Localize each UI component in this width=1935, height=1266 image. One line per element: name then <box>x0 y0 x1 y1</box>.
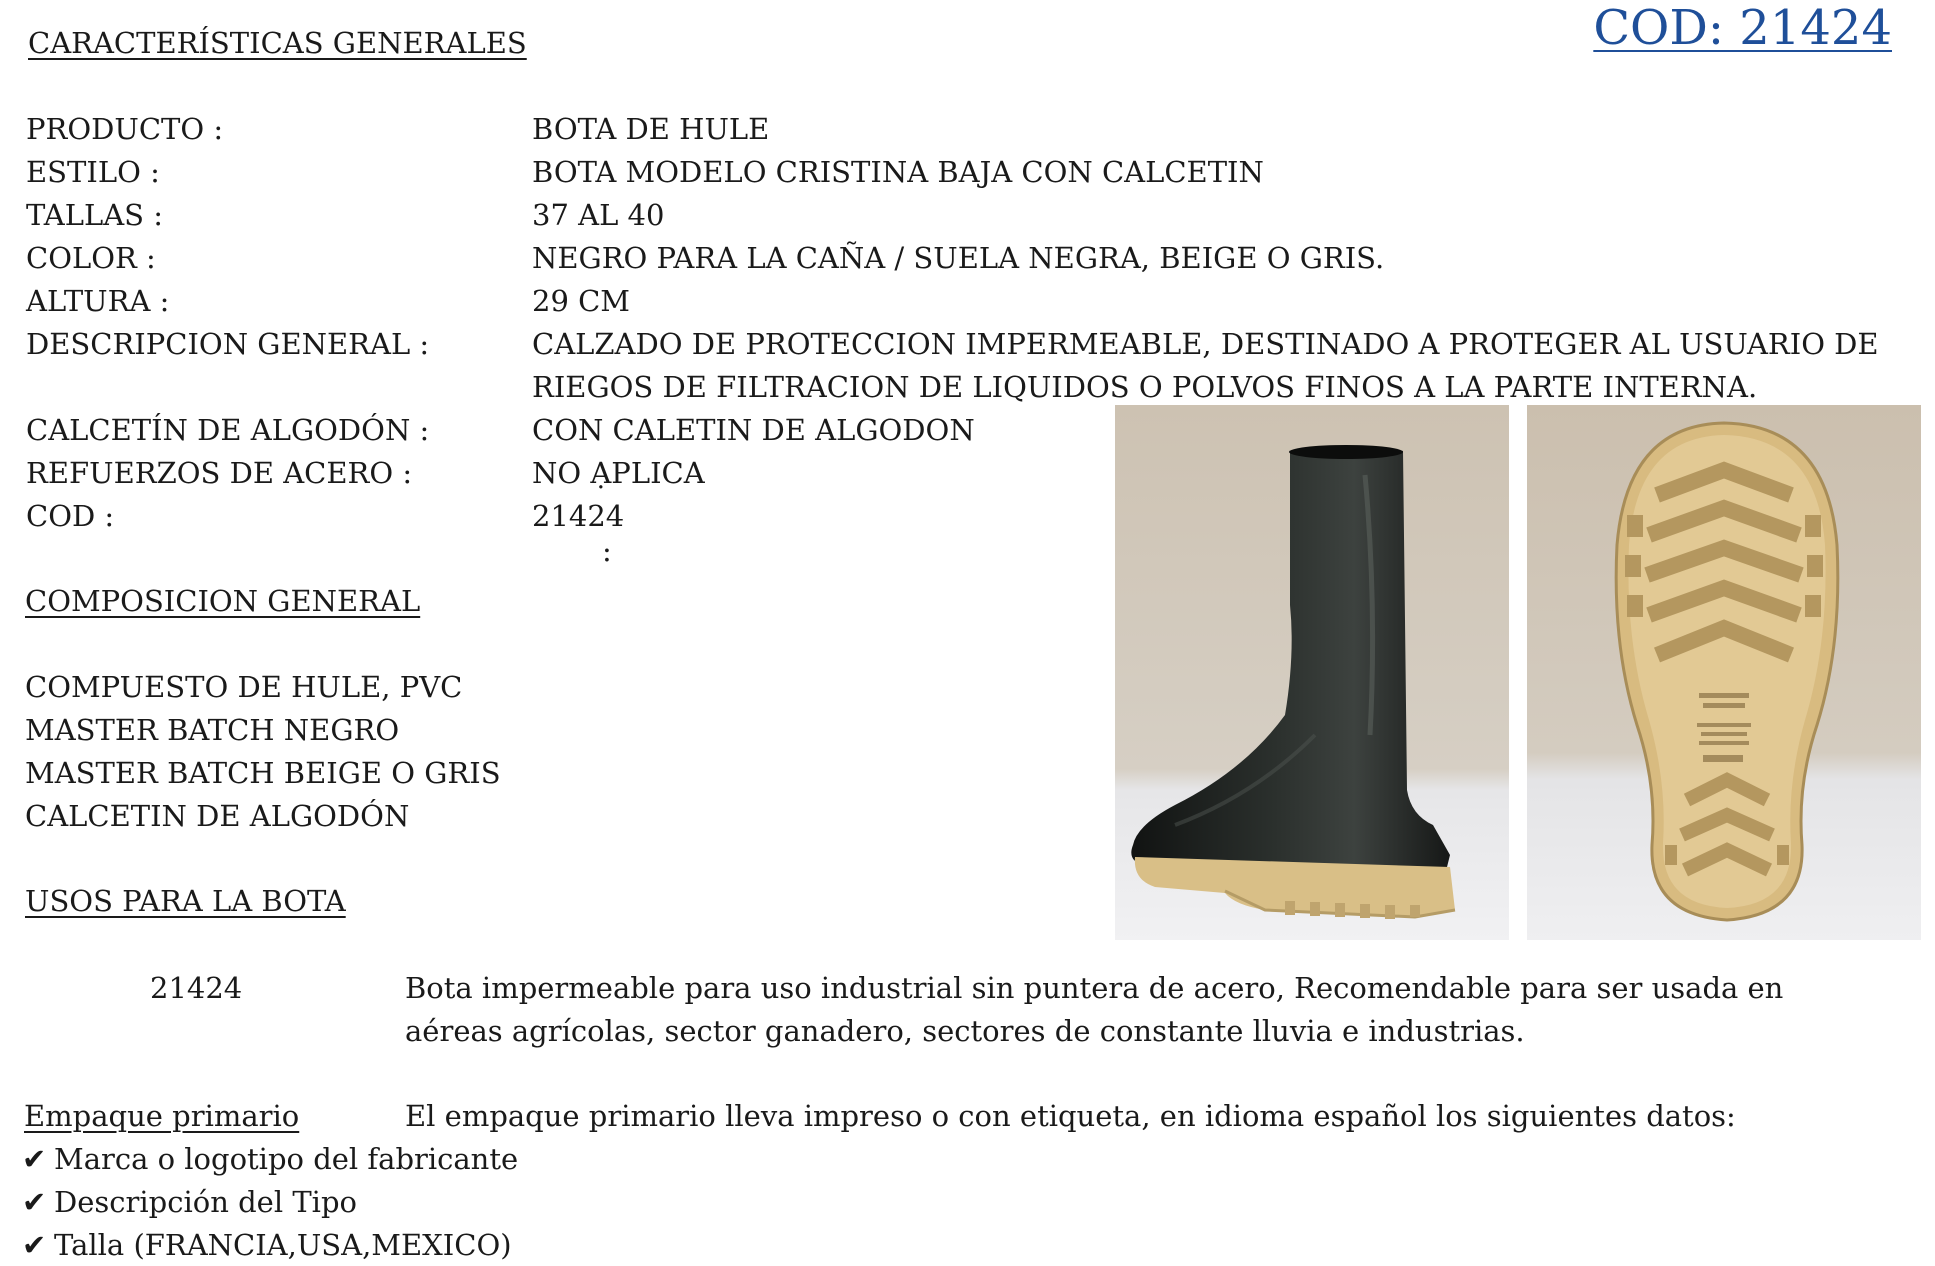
spec-value-descripcion-line1: CALZADO DE PROTECCION IMPERMEABLE, DESTINADO A PROTEGER AL USUARIO DE <box>532 327 1879 361</box>
spec-value-cod-colon: : <box>602 534 612 568</box>
packaging-title: Empaque primario <box>24 1099 300 1133</box>
packaging-item-label: Marca o logotipo del fabricante <box>54 1142 519 1176</box>
spec-label-descripcion: DESCRIPCION GENERAL : <box>26 327 430 361</box>
packaging-description: El empaque primario lleva impreso o con etiqueta, en idioma español los siguientes datos: <box>405 1099 1736 1133</box>
boot-sole-icon <box>1527 405 1921 940</box>
spec-value-altura: 29 CM <box>532 284 631 318</box>
spec-value-descripcion-line2: RIEGOS DE FILTRACION DE LIQUIDOS O POLVOS FINOS A LA PARTE INTERNA. <box>532 370 1758 404</box>
spec-value-refuerzos: NO ẠPLICA <box>532 456 705 490</box>
section-title-caracteristicas: CARACTERÍSTICAS GENERALES <box>28 26 527 60</box>
composition-item: CALCETIN DE ALGODÓN <box>25 799 410 833</box>
spec-label-cod: COD : <box>26 499 115 533</box>
packaging-item <box>22 1138 518 1180</box>
checkmark-icon: ✔ <box>22 1185 47 1219</box>
spec-label-calcetin: CALCETÍN DE ALGODÓN : <box>26 413 430 447</box>
spec-label-tallas: TALLAS : <box>26 198 164 232</box>
spec-value-calcetin: CON CALETIN DE ALGODON <box>532 413 975 447</box>
composition-item: COMPUESTO DE HULE, PVC <box>25 670 463 704</box>
packaging-item <box>22 1181 357 1223</box>
uses-description-line2: aéreas agrícolas, sector ganadero, sectores de constante lluvia e industrias. <box>405 1014 1525 1048</box>
uses-description-line1: Bota impermeable para uso industrial sin puntera de acero, Recomendable para ser usada en <box>405 971 1784 1005</box>
checkmark-icon: ✔ <box>22 1142 47 1176</box>
boot-side-photo <box>1115 405 1509 940</box>
cod-link[interactable]: COD: 21424 <box>1593 0 1892 56</box>
spec-label-estilo: ESTILO : <box>26 155 160 189</box>
spec-label-color: COLOR : <box>26 241 156 275</box>
spec-value-color: NEGRO PARA LA CAÑA / SUELA NEGRA, BEIGE O GRIS. <box>532 241 1385 275</box>
spec-label-producto: PRODUCTO : <box>26 112 224 146</box>
spec-value-cod: 21424 <box>532 499 625 533</box>
boot-sole-photo <box>1527 405 1921 940</box>
checkmark-icon: ✔ <box>22 1228 47 1262</box>
spec-value-producto: BOTA DE HULE <box>532 112 770 146</box>
spec-value-estilo: BOTA MODELO CRISTINA BAJA CON CALCETIN <box>532 155 1264 189</box>
uses-code: 21424 <box>150 971 243 1005</box>
packaging-item <box>22 1224 512 1266</box>
composition-title: COMPOSICION GENERAL <box>25 584 421 618</box>
spec-label-refuerzos: REFUERZOS DE ACERO : <box>26 456 413 490</box>
composition-item: MASTER BATCH BEIGE O GRIS <box>25 756 501 790</box>
spec-label-altura: ALTURA : <box>26 284 170 318</box>
spec-value-tallas: 37 AL 40 <box>532 198 665 232</box>
packaging-item-label: Descripción del Tipo <box>54 1185 357 1219</box>
composition-item: MASTER BATCH NEGRO <box>25 713 400 747</box>
boot-side-icon <box>1115 405 1509 940</box>
packaging-item-label: Talla (FRANCIA,USA,MEXICO) <box>54 1228 512 1262</box>
uses-title: USOS PARA LA BOTA <box>25 884 346 918</box>
